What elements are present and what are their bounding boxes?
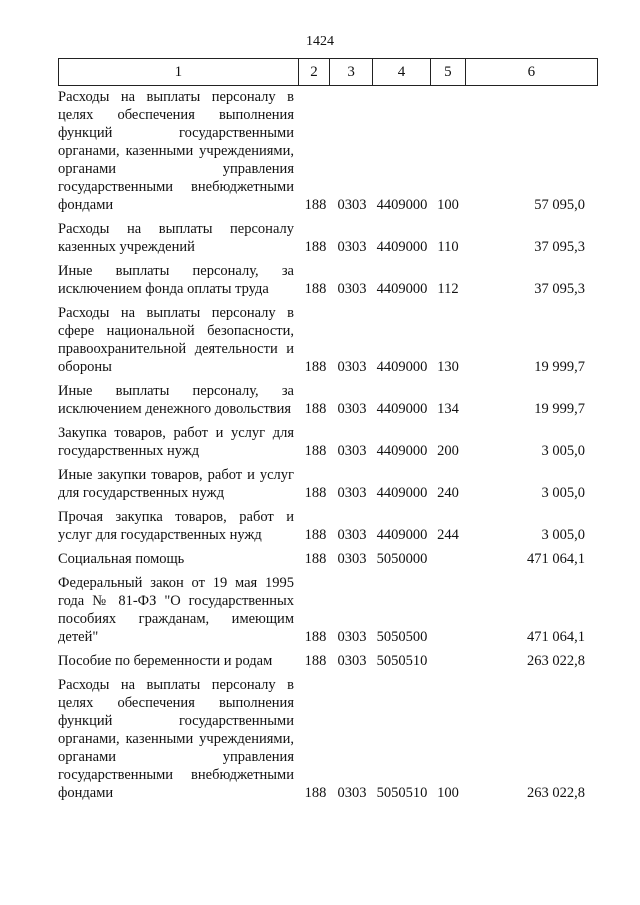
table-row (58, 220, 598, 256)
row-amount: 19 999,7 (534, 401, 585, 417)
row-target-code: 5050510 (376, 785, 428, 801)
row-amount: 57 095,0 (534, 197, 585, 213)
row-target-code: 4409000 (376, 281, 428, 297)
row-description: Расходы на выплаты персоналу в сфере национальной безопасности, правоохранительной деятельности и обороны (58, 305, 294, 375)
row-description: Иные выплаты персоналу, за исключением денежного довольствия (58, 383, 294, 417)
table-row (58, 382, 598, 418)
row-amount: 471 064,1 (527, 551, 585, 567)
row-section-code: 0303 (337, 443, 367, 459)
row-amount: 3 005,0 (541, 443, 585, 459)
page-number: 1424 (306, 34, 334, 49)
row-section-code: 0303 (337, 785, 367, 801)
column-header-table (58, 58, 598, 86)
row-amount: 263 022,8 (527, 785, 585, 801)
row-section-code: 0303 (337, 629, 367, 645)
row-ministry-code: 188 (304, 281, 327, 297)
table-row (58, 466, 598, 502)
row-ministry-code: 188 (304, 629, 327, 645)
row-description: Прочая закупка товаров, работ и услуг для государственных нужд (58, 509, 294, 543)
row-ministry-code: 188 (304, 485, 327, 501)
row-ministry-code: 188 (304, 527, 327, 543)
row-target-code: 5050000 (376, 551, 428, 567)
row-section-code: 0303 (337, 401, 367, 417)
row-description: Иные выплаты персоналу, за исключением фонда оплаты труда (58, 263, 294, 297)
row-ministry-code: 188 (304, 359, 327, 375)
row-section-code: 0303 (337, 551, 367, 567)
row-expense-type: 240 (437, 485, 459, 501)
row-target-code: 4409000 (376, 197, 428, 213)
row-expense-type: 244 (437, 527, 459, 543)
row-target-code: 4409000 (376, 239, 428, 255)
row-ministry-code: 188 (304, 239, 327, 255)
row-ministry-code: 188 (304, 551, 327, 567)
row-target-code: 5050500 (376, 629, 428, 645)
row-description: Расходы на выплаты персоналу в целях обеспечения выполнения функций государственными органами, казенными учреждениями, органами управления государственными внебюджетными фондами (58, 677, 294, 801)
row-ministry-code: 188 (304, 653, 327, 669)
column-header-6: 6 (465, 59, 597, 86)
row-target-code: 4409000 (376, 359, 428, 375)
row-amount: 19 999,7 (534, 359, 585, 375)
row-description: Федеральный закон от 19 мая 1995 года № 81-ФЗ "О государственных пособиях гражданам, имеющим детей" (58, 575, 294, 645)
row-description: Иные закупки товаров, работ и услуг для государственных нужд (58, 467, 294, 501)
table-row (58, 262, 598, 298)
row-ministry-code: 188 (304, 443, 327, 459)
row-target-code: 4409000 (376, 443, 428, 459)
row-section-code: 0303 (337, 527, 367, 543)
row-ministry-code: 188 (304, 401, 327, 417)
table-row (58, 88, 598, 214)
row-description: Закупка товаров, работ и услуг для государственных нужд (58, 425, 294, 459)
row-section-code: 0303 (337, 281, 367, 297)
row-section-code: 0303 (337, 359, 367, 375)
row-ministry-code: 188 (304, 197, 327, 213)
row-amount: 37 095,3 (534, 239, 585, 255)
table-row (58, 304, 598, 376)
row-section-code: 0303 (337, 653, 367, 669)
column-header-3: 3 (330, 59, 373, 86)
row-description: Пособие по беременности и родам (58, 653, 273, 669)
row-target-code: 5050510 (376, 653, 428, 669)
table-row (58, 574, 598, 646)
table-row (58, 508, 598, 544)
row-expense-type: 100 (437, 197, 459, 213)
table-row (58, 676, 598, 802)
column-header-2: 2 (298, 59, 330, 86)
column-header-4: 4 (372, 59, 430, 86)
row-expense-type: 130 (437, 359, 459, 375)
row-expense-type: 100 (437, 785, 459, 801)
budget-table-body (58, 86, 598, 802)
column-header-5: 5 (431, 59, 466, 86)
row-target-code: 4409000 (376, 401, 428, 417)
row-amount: 3 005,0 (541, 485, 585, 501)
row-description: Расходы на выплаты персоналу казенных учреждений (58, 221, 294, 255)
row-section-code: 0303 (337, 239, 367, 255)
row-description: Расходы на выплаты персоналу в целях обеспечения выполнения функций государственными органами, казенными учреждениями, органами управления государственными внебюджетными фондами (58, 89, 294, 213)
table-row (58, 652, 598, 670)
column-header-1: 1 (59, 59, 299, 86)
row-expense-type: 200 (437, 443, 459, 459)
row-ministry-code: 188 (304, 785, 327, 801)
row-target-code: 4409000 (376, 527, 428, 543)
row-expense-type: 110 (437, 239, 459, 255)
row-expense-type: 134 (437, 401, 459, 417)
row-expense-type: 112 (437, 281, 459, 297)
row-target-code: 4409000 (376, 485, 428, 501)
row-description: Социальная помощь (58, 551, 185, 567)
row-amount: 471 064,1 (527, 629, 585, 645)
row-section-code: 0303 (337, 485, 367, 501)
row-section-code: 0303 (337, 197, 367, 213)
row-amount: 263 022,8 (527, 653, 585, 669)
row-amount: 37 095,3 (534, 281, 585, 297)
table-row (58, 424, 598, 460)
row-amount: 3 005,0 (541, 527, 585, 543)
table-row (58, 550, 598, 568)
